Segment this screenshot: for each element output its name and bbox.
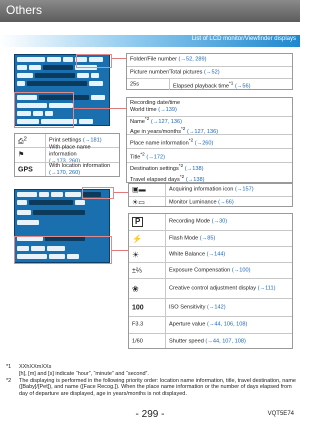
page-ref-link[interactable]: (→142)	[206, 304, 226, 310]
table-row	[129, 196, 292, 208]
table-row	[15, 162, 119, 177]
page-ref-link[interactable]: (→144)	[206, 251, 226, 257]
table-row	[129, 333, 292, 350]
row-label: Aperture value	[169, 321, 206, 328]
page-ref-link[interactable]: (→170, 260)	[49, 170, 81, 176]
callout-bottom-left	[14, 92, 74, 128]
row-label: Place name information	[130, 139, 189, 146]
table-row	[127, 54, 292, 66]
footnote-mark: *2	[140, 151, 145, 157]
page-ref-link[interactable]: (→100)	[231, 267, 251, 273]
footnote-mark: *2	[178, 163, 184, 169]
row-label: ISO Sensitivity	[169, 304, 206, 310]
recording-mode-icon: P	[132, 217, 143, 227]
row-label: Shutter speed	[169, 338, 204, 345]
row-label: White Balance	[169, 251, 206, 257]
row-label: Recording Mode	[169, 218, 211, 225]
page-header	[0, 0, 300, 22]
table-row	[127, 116, 292, 134]
page-ref-link[interactable]: (→85)	[199, 235, 216, 241]
page-ref-link[interactable]: (→173, 260)	[49, 158, 81, 165]
row-label: Name	[130, 118, 145, 125]
shutter-speed-value: 1/60	[132, 338, 143, 345]
row-label: Destination settings	[130, 166, 179, 172]
page-ref-link[interactable]: (→138)	[184, 166, 204, 172]
page-ref-link[interactable]: (→127, 136)	[150, 118, 182, 125]
row-label: With place name information	[49, 144, 91, 158]
leader-line	[114, 192, 128, 193]
table-row	[127, 98, 292, 116]
page-number: - 299 -	[135, 409, 165, 420]
page-ref-link[interactable]: (→52)	[204, 69, 220, 75]
table-row	[129, 262, 292, 278]
page-ref-link[interactable]: (→66)	[218, 199, 234, 205]
footnote-mark: *1	[228, 80, 234, 86]
file-info-table	[126, 53, 293, 90]
table-row	[129, 184, 292, 196]
table-row	[129, 316, 292, 333]
leader-line	[112, 58, 126, 59]
print-icon: ⎙$^2$	[18, 135, 27, 146]
page-ref-link[interactable]: (→52, 289)	[178, 56, 207, 63]
table-row	[127, 66, 292, 78]
table-row	[127, 78, 292, 90]
monitor-luminance-icon: ☀▭	[132, 199, 145, 206]
row-label: Monitor Luminance	[169, 199, 217, 205]
page-ref-link[interactable]: (→260)	[194, 139, 214, 146]
page-ref-link[interactable]: (→138)	[185, 176, 205, 183]
section-title: List of LCD monitor/Viewfinder displays	[191, 36, 296, 42]
row-label: World time	[130, 107, 157, 113]
callout-top-right	[76, 54, 112, 68]
iso-icon: 100	[132, 304, 144, 311]
recording-info-table	[128, 213, 293, 349]
table-row	[129, 298, 292, 316]
footnote-mark: *2	[188, 137, 194, 143]
print-location-table	[14, 133, 120, 177]
row-value: Elapsed playback time	[173, 82, 229, 89]
callout-top-right	[82, 187, 114, 199]
acquiring-info-icon: ▣▬	[132, 186, 146, 194]
table-row	[129, 246, 292, 262]
page-ref-link[interactable]: (→157)	[234, 186, 254, 193]
footnote-mark: *2	[144, 115, 150, 121]
page-ref-link[interactable]: (→181)	[82, 137, 102, 143]
footnote: [h], [m] and [s] indicate “hour”, “minute” and “second”.	[19, 370, 149, 377]
leader-line	[112, 250, 128, 251]
table-row	[129, 278, 292, 298]
page-ref-link[interactable]: (→56)	[234, 82, 251, 89]
row-label: Title	[130, 153, 141, 160]
place-flag-icon: ⚑	[18, 151, 25, 159]
flash-mode-icon: ⚡	[132, 234, 142, 243]
row-label: Travel elapsed days	[130, 176, 180, 183]
row-label: Flash Mode	[169, 235, 199, 241]
page-ref-link[interactable]: (→172)	[146, 153, 165, 160]
table-row	[127, 162, 292, 183]
exposure-compensation-icon: ±⅔	[132, 267, 142, 274]
page-title: Others	[6, 3, 43, 17]
page-ref-link[interactable]: (→44, 106, 108)	[206, 321, 248, 328]
row-label: Exposure Compensation	[169, 267, 231, 273]
table-row	[15, 144, 119, 165]
row-label: Print settings	[49, 137, 82, 143]
row-label: Acquiring information icon	[169, 186, 234, 193]
white-balance-icon: ☀	[132, 250, 140, 259]
row-label: With location information	[49, 163, 111, 169]
footnote-mark: *2	[181, 126, 186, 132]
info-luminance-table	[128, 183, 293, 207]
footnote-mark: *2	[179, 174, 185, 179]
footnotes	[6, 364, 296, 398]
table-row	[127, 134, 292, 148]
page-ref-link[interactable]: (→139)	[158, 107, 177, 113]
page-ref-link[interactable]: (→111)	[257, 285, 276, 291]
table-row	[129, 214, 292, 230]
gps-icon: GPS	[18, 166, 33, 174]
row-label: Recording date/time	[130, 100, 181, 106]
row-label: Age in years/months	[130, 129, 181, 136]
row-label: Folder/File number	[130, 56, 177, 63]
table-row	[129, 230, 292, 246]
aperture-value: F3.3	[132, 321, 144, 328]
page-ref-link[interactable]: (→127, 136)	[186, 129, 219, 136]
row-label: Creative control adjustment display	[169, 285, 257, 291]
callout-bottom	[14, 236, 112, 264]
footnote: *2 The displaying is performed in the following priority order: location name information, title, travel destination, name ([Baby]/[Pet]), and name ([Face Recog.]). When the place name information or the number of days elapsed from day of departure are displayed, age in years/months is not displayed.	[6, 377, 296, 398]
table-row	[127, 148, 292, 162]
row-label: 25s	[130, 81, 140, 87]
date-name-info-table	[126, 97, 293, 183]
leader-line	[74, 108, 126, 109]
section-header	[0, 35, 300, 47]
row-label: Picture number/Total pictures	[130, 69, 203, 75]
document-code: VQT5E74	[267, 411, 294, 417]
page-ref-link[interactable]: (→30)	[211, 218, 228, 225]
page-ref-link[interactable]: (→44, 107, 108)	[205, 338, 246, 345]
footnote: *1 XXhXXmXXs	[6, 364, 52, 370]
creative-control-icon: ❀	[132, 284, 139, 293]
